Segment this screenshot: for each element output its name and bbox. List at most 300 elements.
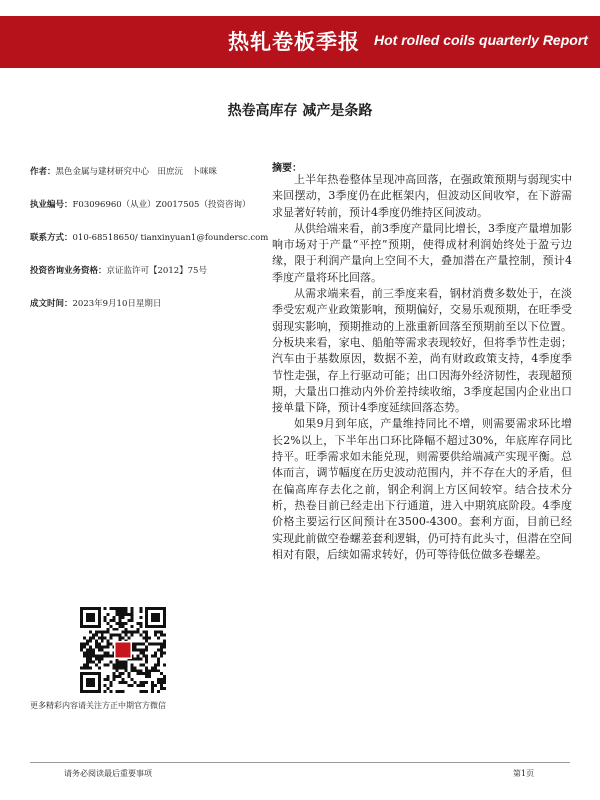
qr-module <box>160 634 163 637</box>
qr-module <box>157 678 160 681</box>
license-label: 执业编号： <box>30 200 73 210</box>
contact-label: 联系方式： <box>30 233 73 243</box>
qr-module <box>157 660 160 663</box>
qr-module <box>101 649 104 652</box>
qr-module <box>92 637 95 640</box>
qr-module <box>133 681 136 684</box>
qr-module <box>139 681 142 684</box>
qr-module <box>92 651 95 654</box>
qr-module <box>145 675 148 678</box>
qr-module <box>133 646 136 649</box>
license-line <box>30 198 250 210</box>
qr-module <box>122 625 125 628</box>
qr-module <box>122 607 125 610</box>
qr-module <box>130 613 133 616</box>
qr-module <box>160 678 163 681</box>
qr-module <box>119 619 122 622</box>
qr-module <box>142 654 145 657</box>
qr-module <box>110 625 113 628</box>
qr-module <box>139 616 142 619</box>
qr-module <box>107 675 110 678</box>
qr-module <box>89 646 92 649</box>
qr-module <box>122 690 125 693</box>
qr-module <box>95 654 98 657</box>
qr-module <box>157 643 160 646</box>
qr-module <box>95 643 98 646</box>
qr-module <box>139 643 142 646</box>
date-label: 成文时间： <box>30 299 73 309</box>
qr-module <box>116 690 119 693</box>
qr-module <box>130 631 133 634</box>
contact-line <box>30 231 268 243</box>
qr-module <box>98 637 101 640</box>
qr-module <box>142 684 145 687</box>
qr-module <box>145 654 148 657</box>
qr-module <box>122 622 125 625</box>
qr-module <box>130 666 133 669</box>
qr-module <box>83 651 86 654</box>
qr-module <box>122 631 125 634</box>
qr-module <box>116 634 119 637</box>
qr-module <box>160 649 163 652</box>
qr-module <box>148 675 151 678</box>
license-value: F03096960（从业）Z0017505（投资咨询） <box>72 200 251 210</box>
qr-module <box>157 649 160 652</box>
qr-module <box>116 610 119 613</box>
qr-module <box>113 628 116 631</box>
summary-body <box>272 172 572 563</box>
qr-module <box>145 649 148 652</box>
qr-module <box>119 675 122 678</box>
qr-module <box>139 657 142 660</box>
qr-module <box>122 666 125 669</box>
qr-module <box>145 657 148 660</box>
footer-disclaimer: 请务必阅读最后重要事项 <box>64 769 152 778</box>
qr-module <box>80 649 83 652</box>
qr-module <box>133 666 136 669</box>
qr-module <box>136 672 139 675</box>
qr-module <box>124 663 127 666</box>
qr-module <box>119 607 122 610</box>
qr-module <box>104 646 107 649</box>
qr-module <box>80 646 83 649</box>
qr-code-icon <box>80 607 166 693</box>
qr-module <box>139 672 142 675</box>
date-line <box>30 297 161 309</box>
qr-module <box>107 631 110 634</box>
qr-module <box>119 672 122 675</box>
qr-module <box>89 651 92 654</box>
qr-module <box>154 654 157 657</box>
summary-paragraph: 上半年热卷整体呈现冲高回落，在强政策预期与弱现实中来回摆动，3季度仍在此框架内，但波动区间收窄，在下游需求显著好转前，预计4季度仍维持区间波动。 <box>272 173 572 219</box>
qr-module <box>86 654 89 657</box>
qr-module <box>145 666 148 669</box>
qr-module <box>145 660 148 663</box>
qr-module <box>107 687 110 690</box>
wechat-qr-code[interactable] <box>80 607 166 693</box>
qr-module <box>119 616 122 619</box>
qr-module <box>107 622 110 625</box>
qr-module <box>124 634 127 637</box>
qr-module <box>98 649 101 652</box>
qr-module <box>119 634 122 637</box>
qr-module <box>139 684 142 687</box>
qr-module <box>86 651 89 654</box>
qr-module <box>148 637 151 640</box>
qr-module <box>107 678 110 681</box>
qr-module <box>139 663 142 666</box>
qr-module <box>145 690 148 693</box>
qr-module <box>124 610 127 613</box>
qr-module <box>127 613 130 616</box>
qr-module <box>92 634 95 637</box>
qr-module <box>157 669 160 672</box>
qr-module <box>160 681 163 684</box>
qr-module <box>124 631 127 634</box>
qr-module <box>124 660 127 663</box>
qr-module <box>133 649 136 652</box>
qr-module <box>98 660 101 663</box>
qr-module <box>89 631 92 634</box>
qr-module <box>154 634 157 637</box>
qr-module <box>107 663 110 666</box>
qr-module <box>133 631 136 634</box>
qr-module <box>119 622 122 625</box>
qr-module <box>116 666 119 669</box>
date-value: 2023年9月10日星期日 <box>72 299 162 309</box>
qr-module <box>154 651 157 654</box>
qr-module <box>92 649 95 652</box>
qr-module <box>110 619 113 622</box>
qr-module <box>139 669 142 672</box>
qr-module <box>113 675 116 678</box>
qr-module <box>116 660 119 663</box>
qr-module <box>95 640 98 643</box>
qr-module <box>160 646 163 649</box>
qr-module <box>104 607 107 610</box>
qr-module <box>122 660 125 663</box>
qr-module <box>95 663 98 666</box>
qr-module <box>110 681 113 684</box>
qr-module <box>139 622 142 625</box>
qr-module <box>154 669 157 672</box>
qr-module <box>154 643 157 646</box>
qr-module <box>86 666 89 669</box>
qr-module <box>119 681 122 684</box>
qr-module <box>163 681 166 684</box>
qr-module <box>136 654 139 657</box>
qr-module <box>104 663 107 666</box>
qr-module <box>130 625 133 628</box>
qr-module <box>122 637 125 640</box>
qr-module <box>133 657 136 660</box>
qr-module <box>148 669 151 672</box>
logo-icon <box>116 643 131 658</box>
qr-module <box>119 666 122 669</box>
qr-module <box>101 646 104 649</box>
qr-module <box>139 649 142 652</box>
qr-module <box>86 663 89 666</box>
qr-module <box>104 619 107 622</box>
qr-module <box>127 672 130 675</box>
qr-module <box>124 622 127 625</box>
qr-module <box>145 637 148 640</box>
qr-module <box>130 616 133 619</box>
qr-module <box>104 631 107 634</box>
qr-module <box>136 649 139 652</box>
qr-module <box>145 669 148 672</box>
qr-module <box>110 690 113 693</box>
qr-module <box>151 643 154 646</box>
qr-module <box>104 637 107 640</box>
qr-module <box>83 643 86 646</box>
qr-module <box>139 651 142 654</box>
contact-value[interactable]: 010-68518650/ tianxinyuan1@foundersc.com <box>72 233 269 243</box>
qr-module <box>86 657 89 660</box>
qr-module <box>104 690 107 693</box>
qr-module <box>83 637 86 640</box>
qr-module <box>89 660 92 663</box>
qr-module <box>80 666 83 669</box>
qr-module <box>98 643 101 646</box>
qr-module <box>148 643 151 646</box>
qr-module <box>98 666 101 669</box>
qr-module <box>101 654 104 657</box>
qr-module <box>148 672 151 675</box>
qr-module <box>142 663 145 666</box>
qr-module <box>119 663 122 666</box>
qr-module <box>116 628 119 631</box>
qr-module <box>104 684 107 687</box>
qr-module <box>110 684 113 687</box>
qr-module <box>83 654 86 657</box>
qr-module <box>104 616 107 619</box>
qr-module <box>83 663 86 666</box>
qr-module <box>104 651 107 654</box>
qr-module <box>113 616 116 619</box>
qr-module <box>89 637 92 640</box>
qr-module <box>157 681 160 684</box>
qr-module <box>98 657 101 660</box>
qr-module <box>124 613 127 616</box>
qr-module <box>107 651 110 654</box>
qr-module <box>160 631 163 634</box>
qr-module <box>160 687 163 690</box>
qr-module <box>151 684 154 687</box>
qr-module <box>116 675 119 678</box>
qr-module <box>139 625 142 628</box>
qr-module <box>98 654 101 657</box>
qr-module <box>154 684 157 687</box>
qr-module <box>133 643 136 646</box>
qr-module <box>119 625 122 628</box>
qr-module <box>130 607 133 610</box>
qr-module <box>86 660 89 663</box>
page-number: 第1页 <box>513 769 535 778</box>
qr-module <box>163 643 166 646</box>
qr-module <box>89 666 92 669</box>
qr-module <box>89 649 92 652</box>
qr-module <box>107 643 110 646</box>
qr-module <box>136 622 139 625</box>
qr-module <box>116 607 119 610</box>
qr-module <box>163 687 166 690</box>
qr-module <box>122 616 125 619</box>
qr-module <box>151 681 154 684</box>
qr-module <box>139 634 142 637</box>
qr-module <box>139 607 142 610</box>
qr-module <box>145 646 148 649</box>
author-line <box>30 165 217 177</box>
qr-module <box>107 654 110 657</box>
qr-module <box>133 669 136 672</box>
qr-module <box>95 646 98 649</box>
qr-module <box>163 663 166 666</box>
qualification-label: 投资咨询业务资格： <box>30 266 107 276</box>
qr-module <box>160 654 163 657</box>
qr-module <box>119 660 122 663</box>
qr-module <box>151 690 154 693</box>
qr-module <box>113 634 116 637</box>
qr-module <box>80 643 83 646</box>
summary-heading: 摘要： <box>272 163 302 174</box>
qr-module <box>142 681 145 684</box>
qr-module <box>160 672 163 675</box>
qr-module <box>163 640 166 643</box>
qr-module <box>86 640 89 643</box>
qr-module <box>127 631 130 634</box>
summary-paragraph: 从供给端来看，前3季度产量同比增长，3季度产量增加影响市场对于产量“平控”预期，使得成材利润始终处于盈亏边缘，限于利润产量向上空间不大，叠加潜在产量控制，预计4季度产量将环比回落。 <box>272 221 572 284</box>
qr-caption: 更多精彩内容请关注方正中期官方微信 <box>30 701 166 710</box>
qr-module <box>116 622 119 625</box>
qr-module <box>89 640 92 643</box>
summary-paragraph: 如果9月到年底，产量维持同比不增，则需要需求环比增长2%以上，下半年出口环比降幅不超过30%，年底库存同比持平。旺季需求如未能兑现，则需要供给端减产实现平衡。总体而言，调节幅度在历史波动范围内，并不存在大的矛盾，但在偏高库存去化之前，钢企利润上方区间较窄。结合技术分析，热卷目前已经走出下行通道，进入中期筑底阶段。4季度价格主要运行区间预计在3500-4300。套利方面，目前已经实现此前做空卷螺差套利逻辑，仍可持有此头寸，但潜在空间相对有限，后续如需求转好，仍可等待低位做多卷螺差。 <box>272 417 572 561</box>
qr-module <box>157 657 160 660</box>
qr-module <box>92 660 95 663</box>
qr-module <box>98 631 101 634</box>
qualification-value: 京证监许可【2012】75号 <box>106 266 207 276</box>
qr-module <box>136 684 139 687</box>
qr-module <box>101 657 104 660</box>
qr-module <box>101 640 104 643</box>
qr-module <box>130 610 133 613</box>
qr-module <box>98 646 101 649</box>
header-band <box>0 16 600 68</box>
qr-module <box>110 607 113 610</box>
qr-module <box>122 663 125 666</box>
qr-module <box>127 675 130 678</box>
qr-module <box>130 663 133 666</box>
qr-module <box>122 678 125 681</box>
qr-module <box>119 613 122 616</box>
qr-module <box>107 628 110 631</box>
qr-module <box>86 643 89 646</box>
qr-module <box>101 631 104 634</box>
qr-module <box>151 666 154 669</box>
author-label: 作者： <box>30 167 56 177</box>
qr-module <box>145 672 148 675</box>
qr-module <box>122 672 125 675</box>
qr-module <box>136 631 139 634</box>
qr-module <box>104 678 107 681</box>
qr-module <box>110 660 113 663</box>
qr-module <box>157 637 160 640</box>
qr-module <box>145 640 148 643</box>
qr-module <box>151 654 154 657</box>
qr-module <box>136 657 139 660</box>
qr-module <box>113 663 116 666</box>
qr-module <box>154 663 157 666</box>
author-value: 黑色金属与建材研究中心 田庶沅 卜咪咪 <box>55 167 218 177</box>
qr-module <box>151 669 154 672</box>
qr-module <box>145 681 148 684</box>
header-title-en: Hot rolled coils quarterly Report <box>374 32 588 48</box>
summary-paragraph: 从需求端来看，前三季度来看，钢材消费多数处于，在淡季受宏观产业政策影响，预期偏好，交易乐观预期，在旺季受弱现实影响，预期推动的上涨重新回落至预期前至以下位置。分板块来看，家电、船舶等需求表现较好，但将季节性走弱；汽车由于基数原因，数据不差，尚有财政政策支持，4季度季节性走强，存上行驱动可能；出口因海外经济韧性，表现超预期，大量出口推动内外价差持续收缩，3季度起国内企业出口接单量下降，预计4季度延续回落态势。 <box>272 287 572 415</box>
qr-module <box>116 663 119 666</box>
qr-module <box>142 643 145 646</box>
qr-module <box>160 684 163 687</box>
qr-module <box>130 684 133 687</box>
qr-module <box>157 631 160 634</box>
qr-module <box>107 613 110 616</box>
qr-module <box>89 654 92 657</box>
qr-module <box>122 610 125 613</box>
qr-module <box>142 637 145 640</box>
qr-module <box>127 637 130 640</box>
qr-module <box>95 631 98 634</box>
qr-module <box>107 640 110 643</box>
qr-module <box>145 634 148 637</box>
qr-module <box>113 678 116 681</box>
qr-module <box>122 681 125 684</box>
qr-module <box>124 666 127 669</box>
qr-module <box>119 690 122 693</box>
qr-module <box>127 684 130 687</box>
qualification-line <box>30 264 207 276</box>
qr-module <box>101 637 104 640</box>
qr-module <box>113 619 116 622</box>
qr-module <box>119 610 122 613</box>
qr-module <box>119 637 122 640</box>
qr-module <box>163 634 166 637</box>
qr-module <box>86 649 89 652</box>
qr-module <box>124 607 127 610</box>
qr-module <box>163 675 166 678</box>
qr-module <box>83 646 86 649</box>
qr-module <box>136 628 139 631</box>
qr-module <box>136 669 139 672</box>
header-title-cn: 热轧卷板季报 <box>228 30 360 54</box>
qr-module <box>160 651 163 654</box>
qr-module <box>113 607 116 610</box>
qr-module <box>142 649 145 652</box>
qr-module <box>92 654 95 657</box>
qr-module <box>89 657 92 660</box>
qr-module <box>130 634 133 637</box>
qr-module <box>157 663 160 666</box>
qr-module <box>163 678 166 681</box>
qr-module <box>116 613 119 616</box>
qr-module <box>104 654 107 657</box>
qr-module <box>142 631 145 634</box>
qr-module <box>127 619 130 622</box>
footer-divider <box>30 762 570 763</box>
qr-module <box>154 631 157 634</box>
qr-module <box>130 669 133 672</box>
qr-module <box>151 687 154 690</box>
qr-module <box>139 610 142 613</box>
qr-module <box>110 654 113 657</box>
